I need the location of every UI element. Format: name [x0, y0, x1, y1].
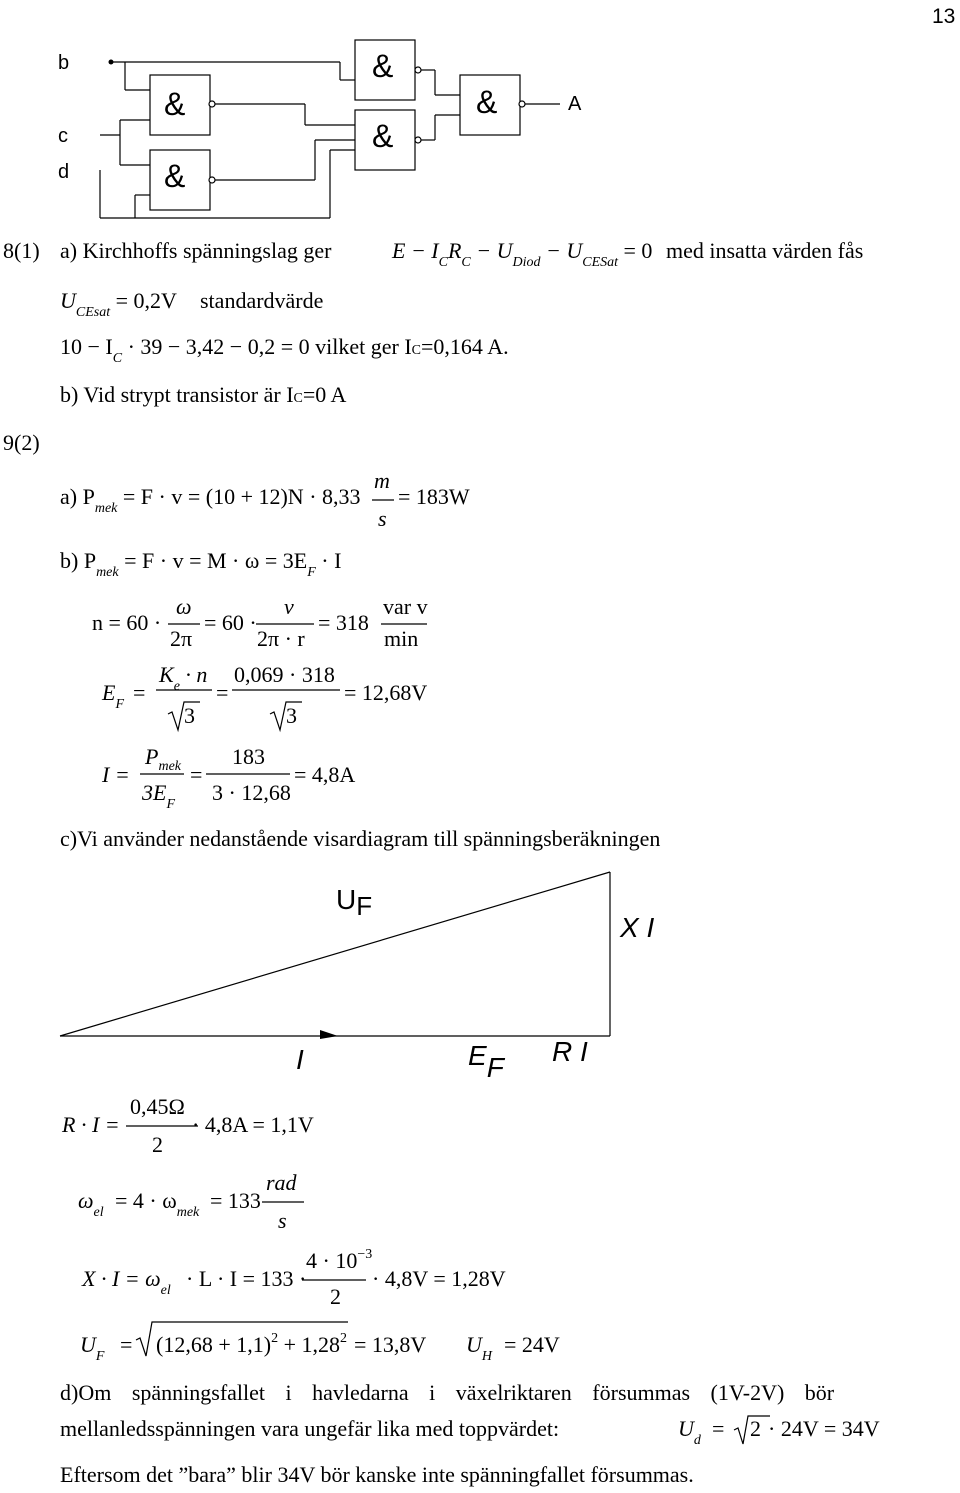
p8-uce: $U_{CEsat} = 0,2V$: [60, 288, 177, 320]
gate-label: &: [372, 118, 394, 154]
uf-lhs: $U_F$: [80, 1332, 105, 1364]
inverter-bubble-2: [209, 177, 215, 183]
ud-eq: =: [712, 1416, 725, 1441]
input-c: c: [58, 125, 68, 147]
current-arrow: [320, 1030, 338, 1039]
label-xi: X I: [620, 912, 655, 943]
p9-a-frac-num: m: [374, 468, 390, 493]
p9-n-f2-num: v: [284, 594, 294, 619]
p9-ef-f2-den: 3: [286, 703, 297, 728]
w-mid: = $4 \cdot \omega_{mek}$: [115, 1188, 200, 1220]
p9-i-lhs: I =: [102, 762, 130, 787]
p8-eq1: $E - I_CR_C - U_{Diod} - U_{CESat} = 0$: [392, 238, 653, 270]
problem-9-number: 9(2): [3, 430, 40, 455]
input-d: d: [58, 161, 70, 183]
p9-b-eq: b) $P_{mek} = F \cdot v = M \cdot \omega = 3E_F \cdot I$: [60, 548, 342, 580]
inverter-bubble-1: [209, 101, 215, 107]
ri-f-num: 0,45Ω: [130, 1094, 185, 1119]
xi-mid: · L · I = 133 ·: [186, 1266, 307, 1291]
p9-n-lhs: n = 60 ·: [92, 610, 162, 635]
inverter-bubble-3: [415, 67, 421, 73]
w-result: = 133: [210, 1188, 261, 1213]
gate-label: &: [372, 48, 394, 84]
p9-ef-lhs: $E_F$: [102, 680, 125, 712]
p9-n-mid: = 60 ·: [204, 610, 257, 635]
p9-ef-eq: =: [133, 680, 146, 705]
w-f-den: s: [278, 1208, 287, 1233]
uf-radicand: $(12,68 + 1,1)^2 + 1,28^2$: [156, 1331, 347, 1357]
page-number: 13: [932, 5, 956, 28]
p9-a-frac-den: s: [378, 506, 387, 531]
xi-lhs: $X \cdot I = \omega_{el}$: [82, 1266, 171, 1298]
p9-ef-f2-num: 0,069 · 318: [234, 662, 335, 687]
uf-result: = 13,8V: [354, 1332, 427, 1357]
gate-label: &: [164, 158, 186, 194]
p9-a-result: = 183W: [398, 484, 470, 509]
ud-lhs: $U_d$: [678, 1416, 701, 1448]
junction-dot: [109, 60, 114, 65]
gate-label: &: [476, 84, 498, 120]
xi-result: · 4,8V = 1,28V: [372, 1266, 506, 1291]
p9-a-eq: a) $P_{mek} = F \cdot v = (10 + 12)N \cdot 8,33$: [60, 484, 361, 516]
p9-n-unit-den: min: [384, 626, 419, 651]
ri-f-den: 2: [152, 1132, 163, 1157]
p9-n-f2-den: 2π · r: [257, 626, 305, 651]
xi-f-den: 2: [330, 1284, 341, 1309]
p9-n-f1-num: ω: [176, 594, 192, 619]
w-f-num: rad: [266, 1170, 297, 1195]
w-lhs: $\omega_{el}$: [78, 1188, 104, 1220]
p8-numeric-line: $10 - I_C \cdot 39 - 3,42 - 0,2 = 0$ vilket ger IC=0,164 A.: [60, 334, 509, 366]
label-i: I: [296, 1044, 304, 1075]
inverter-bubble-5: [519, 101, 525, 107]
p8-a-text: a) Kirchhoffs spänningslag ger: [60, 238, 332, 263]
p9-i-f1-den: $3E_F$: [142, 780, 176, 812]
ud-result: · 24V = 34V: [768, 1416, 880, 1441]
p9-ef-f1-den: 3: [184, 703, 195, 728]
p9-d-line2: mellanledsspänningen vara ungefär lika med toppvärdet:: [60, 1416, 560, 1441]
gate-label: &: [164, 86, 186, 122]
xi-f-num: $4 \cdot 10^{-3}$: [306, 1247, 373, 1273]
output-a: A: [568, 93, 582, 115]
label-uf: UF: [336, 884, 373, 921]
p8-a-text-end: med insatta värden fås: [666, 238, 864, 263]
p9-ef-f1-num: $K_e \cdot n$: [159, 662, 208, 694]
p9-c-text: c)Vi använder nedanstående visardiagram till spänningsberäkningen: [60, 826, 661, 851]
uh-lhs: $U_H$: [466, 1332, 493, 1364]
label-ef: EF: [468, 1040, 504, 1083]
problem-8-number: 8(1): [3, 238, 40, 263]
p9-d-line1: d)Om spänningsfallet i havledarna i växelriktaren försummas (1V-2V) bör: [60, 1380, 835, 1405]
p9-e-line: Eftersom det ”bara” blir 34V bör kanske inte spänningfallet försummas.: [60, 1462, 694, 1487]
p8-b-line: b) Vid strypt transistor är IC=0 A: [60, 382, 347, 407]
p9-i-f2-num: 183: [232, 744, 265, 769]
input-b: b: [58, 52, 70, 74]
inverter-bubble-4: [415, 137, 421, 143]
p9-i-f1-num: $P_{mek}$: [145, 744, 181, 774]
p9-i-f2-den: 3 · 12,68: [212, 780, 291, 805]
p9-i-eq2: =: [190, 762, 203, 787]
ud-rad: 2: [750, 1416, 761, 1441]
label-ri: R I: [552, 1036, 588, 1067]
uf-eq: =: [120, 1332, 133, 1357]
ri-result: · 4,8A = 1,1V: [192, 1112, 314, 1137]
p9-ef-result: = 12,68V: [344, 680, 428, 705]
ri-lhs: R · I =: [62, 1112, 120, 1137]
uh-result: = 24V: [504, 1332, 560, 1357]
p8-uce-note: standardvärde: [200, 288, 324, 313]
p9-ef-eq2: =: [216, 680, 229, 705]
p9-i-result: = 4,8A: [294, 762, 356, 787]
p9-n-result: = 318: [318, 610, 369, 635]
p9-n-unit-num: var v: [383, 594, 428, 619]
p9-n-f1-den: 2π: [170, 626, 193, 651]
